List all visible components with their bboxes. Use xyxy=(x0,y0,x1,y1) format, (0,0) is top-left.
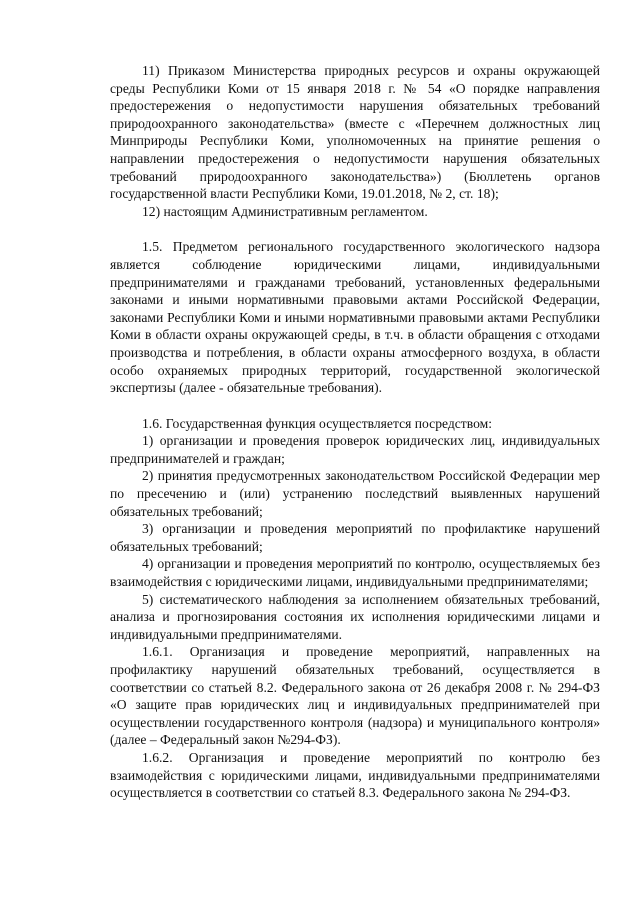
list-item-4: 4) организации и проведения мероприятий по контролю, осуществляемых без взаимодействия с юридическими лицами, индивидуальными предпринимателями; xyxy=(110,556,600,590)
list-item-5: 5) систематического наблюдения за исполнением обязательных требований, анализа и прогнозирования состояния их исполнения юридическими лицами и индивидуальными предпринимателями. xyxy=(110,591,600,642)
list-item-1: 1) организации и проведения проверок юридических лиц, индивидуальных предпринимателей и граждан; xyxy=(110,433,600,466)
paragraph-section-1-5: 1.5. Предметом регионального государственного экологического надзора является соблюдение юридическими лицами, индивидуальными предпринимателями и гражданами требований, установленных федеральными законами и иными нормативными правовыми актами Российской Федерации, законами Республики Коми и иными нормативными правовыми актами Республики Коми в области охраны окружающей среды, в т.ч. в области обращения с отходами производства и потребления, в области охраны атмосферного воздуха, в области особо охраняемых природных территорий, государственной экологической экспертизы (далее - обязательные требования). xyxy=(110,239,600,396)
paragraph-section-1-6-1: 1.6.1. Организация и проведение мероприятий, направленных на профилактику нарушений обязательных требований, осуществляется в соответствии со статьей 8.2. Федерального закона от 26 декабря 2008 г. № 294-ФЗ «О защите прав юридических лиц и индивидуальных предпринимателей при осуществлении государственного контроля (надзора) и муниципального контроля» (далее – Федеральный закон №294-ФЗ). xyxy=(110,644,600,748)
document-page xyxy=(110,62,600,802)
paragraph-section-1-6-2: 1.6.2. Организация и проведение мероприятий по контролю без взаимодействия с юридическими лицами, индивидуальными предпринимателями осуществляется в соответствии со статьей 8.3. Федерального закона № 294-ФЗ. xyxy=(110,749,600,801)
paragraph-item-12: 12) настоящим Административным регламентом. xyxy=(142,203,428,219)
paragraph-item-11: 11) Приказом Министерства природных ресурсов и охраны окружающей среды Республики Коми от 15 января 2018 г. № 54 «О порядке направления предостережения о недопустимости нарушения обязательных требований природоохранного законодательства» (вместе с «Перечнем должностных лиц Минприроды Республики Коми, уполномоченных на принятие решения о направлении предостережения о недопустимости нарушения обязательных требований природоохранного законодательства») (Бюллетень органов государственной власти Республики Коми, 19.01.2018, № 2, ст. 18); xyxy=(110,63,600,202)
paragraph-section-1-6: 1.6. Государственная функция осуществляется посредством: xyxy=(142,415,492,431)
list-item-3: 3) организации и проведения мероприятий по профилактике нарушений обязательных требований; xyxy=(110,521,600,554)
paragraph-gap xyxy=(110,220,600,238)
paragraph-gap xyxy=(110,397,600,415)
list-item-2: 2) принятия предусмотренных законодательством Российской Федерации мер по пресечению и (или) устранению последствий выявленных нарушений обязательных требований; xyxy=(110,468,600,519)
